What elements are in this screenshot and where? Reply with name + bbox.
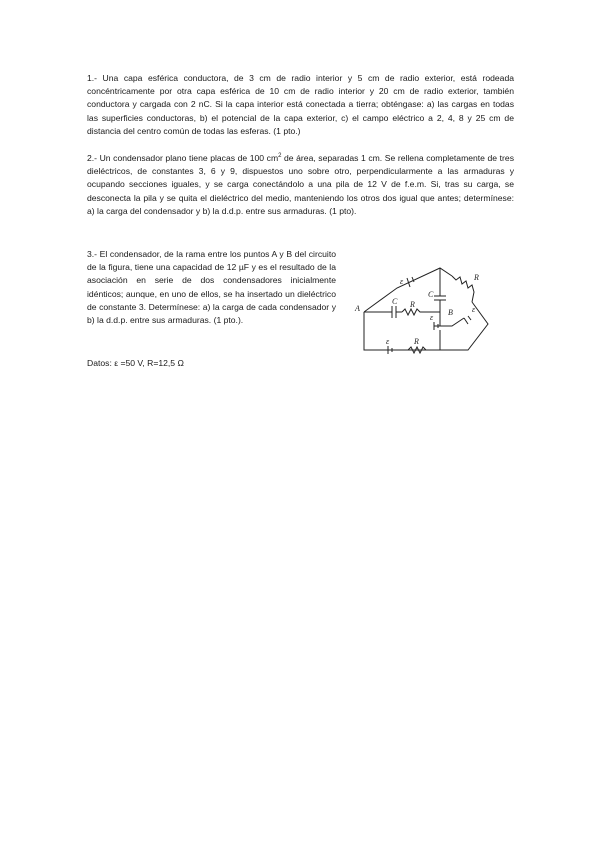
wire-mid-to-emf <box>434 312 440 326</box>
label-a: A <box>355 304 360 313</box>
problem-2-text-b: de área, separadas 1 cm. Se rellena completamente de tres dieléctricos, de constantes 3, 6 y 9, dispuestos uno sobre otro, perpendicularmente a las armaduras y ocupando secciones iguales, y se carga conectándolo a una pila de 12 V de f.e.m. Si, tras su carga, se desconecta la pila y se quita el dieléctrico del medio, manteniendo los otros dos igual que antes; determínese: a) la carga del condensador y b) la d.d.p. entre sus armaduras. (1 pto). <box>87 153 514 216</box>
label-r-mid: R <box>410 300 415 309</box>
label-emf-top: ε <box>400 277 404 286</box>
problem-2-superscript: 2 <box>278 153 282 160</box>
problem-1: 1.- Una capa esférica conductora, de 3 cm de radio interior y 5 cm de radio exterior, está rodeada concéntricamente por otra capa esférica de 10 cm de radio interior y 20 cm de radio exterior, también conductora y cargada con 2 nC. Si la capa interior está conectada a tierra; obténgase: a) las cargas en todas las superficies conductoras, b) el potencial de la capa exterior, c) el campo eléctrico a 2, 4, 8 y 25 cm de distancia del centro común de todas las esferas. (1 pto.) <box>87 73 514 136</box>
label-emf-right: ε <box>472 305 476 314</box>
wire-bottom-frame <box>364 302 488 350</box>
label-b: B <box>448 308 453 317</box>
battery-right <box>464 316 471 324</box>
problem-3: 3.- El condensador, de la rama entre los puntos A y B del circuito de la figura, tiene una capacidad de 12 µF y es el resultado de la asociación en serie de dos condensadores inicialmente idénticos; aunque, en uno de ellos, se ha insertado un dieléctrico de constante 3. Determínese: a) la carga de cada condensador y b) la d.d.p. entre sus armaduras. (1 pto.). <box>87 249 336 326</box>
circuit-diagram <box>352 260 492 362</box>
wire-mid-right <box>440 318 464 326</box>
wire-top-left <box>364 268 452 312</box>
resistor-top-right <box>452 276 474 302</box>
datos-line: Datos: ε =50 V, R=12,5 Ω <box>87 358 184 368</box>
label-emf-bottom: ε <box>386 337 390 346</box>
resistor-middle <box>402 309 440 315</box>
label-r-bottom: R <box>414 337 419 346</box>
problem-2 <box>87 152 514 218</box>
label-r-top: R <box>474 273 479 282</box>
problem-2-text-a: 2.- Un condensador plano tiene placas de 100 cm <box>87 153 279 163</box>
label-c-vertical: C <box>428 290 434 299</box>
label-emf-mid: ε <box>430 313 434 322</box>
label-c-left: C <box>392 297 398 306</box>
